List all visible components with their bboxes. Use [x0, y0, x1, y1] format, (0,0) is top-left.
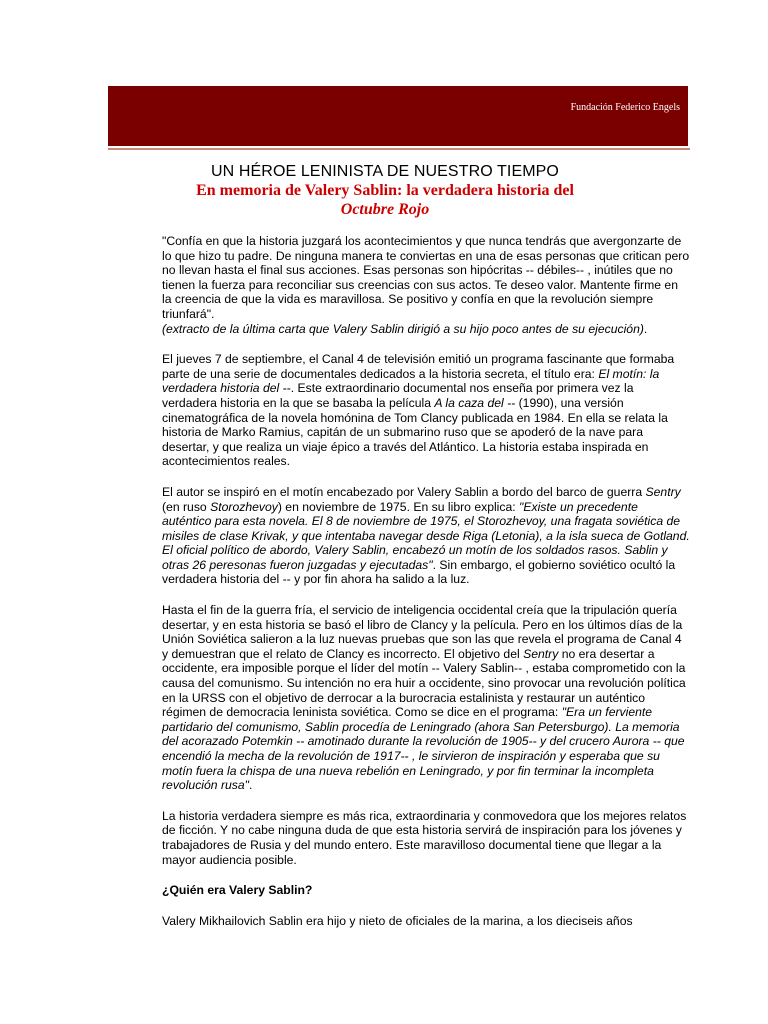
text-run: (en ruso: [162, 499, 211, 514]
text-run: (1990), una versión cinematográfica de la novela homónina de Tom Clancy publicada en 1984. En ella se relata la historia de Marko Ramius, capitán de un submarino ruso que se apoderó de la nave para desertar, y que realiza un viaje épico a través del Atlántico. La historia estaba inspirada en acontecimientos reales.: [162, 395, 668, 469]
italic-run: A la caza del --: [434, 395, 516, 410]
text-run: ) en noviembre de 1975. En su libro explica:: [277, 499, 520, 514]
quote-text: "Confía en que la historia juzgará los acontecimientos y que nunca tendrás que avergonzarte de lo que hizo tu padre. De ninguna manera te conviertas en una de esas personas que critican pero no llevan hasta el final sus acciones. Esas personas son hipócritas -- débiles-- , inútiles que no tienen la fuerza para reconciliar sus creencias con sus actos. Te deseo valor. Mantente firme en la creencia de que la vida es maravillosa. Se positivo y confía en que la revolución siempre triunfará".: [162, 234, 690, 321]
italic-run: Sentry: [523, 646, 559, 661]
italic-run: "Existe un precedente auténtico para esta novela. El 8 de noviembre de 1975, el Storozhevoy, una fragata soviética de misiles de clase Krivak, y que intentaba navegar desde Riga (Letonia), a la isla sueca de Gotland. El oficial político de abordo, Valery Sablin, encabezó un motín de los soldados rasos. Sablin y otras 26 peresonas fueron juzgadas y ejecutadas": [162, 499, 690, 572]
article-body: [162, 234, 690, 944]
text-run: . Sin embargo, el gobierno soviético ocultó la verdadera historia del -- y por fin ahora ha salido a la luz.: [162, 557, 676, 587]
text-run: El autor se inspiró en el motín encabezado por Valery Sablin a bordo del barco de guerra: [162, 484, 646, 499]
italic-run: "Era un ferviente partidario del comunismo, Sablin procedía de Leningrado (ahora San Petersburgo). La memoria del acorazado Potemkin -- amotinado durante la revolución de 1905-- y del crucero Aurora -- que encendió la mecha de la revolución de 1917-- , le sirvieron de inspiración y esperaba que su motín fuera la chispa de una nueva rebelión en Leningrado, y por fin terminar la incompleta revolución rusa": [162, 705, 685, 793]
paragraph-conclusion: La historia verdadera siempre es más rica, extraordinaria y conmovedora que los mejores relatos de ficción. Y no cabe ninguna duda de que esta historia servirá de inspiración para los jóvenes y trabajadores de Rusia y del mundo entero. Este maravilloso documental tiene que llegar a la mayor audiencia posible.: [162, 808, 687, 867]
text-run: .: [248, 778, 253, 793]
text-run: Hasta el fin de la guerra fría, el servicio de inteligencia occidental creía que la tripulación quería desertar, y en esta historia se basó el libro de Clancy y la película. Pero en los últimos días de la Unión Soviética salieron a la luz nuevas pruebas que son las que revela el programa de Canal 4 y demuestran que el relato de Clancy es incorrecto. El objetivo del: [162, 603, 683, 661]
paragraph-biography: Valery Mikhailovich Sablin era hijo y nieto de oficiales de la marina, a los dieciseis años: [162, 913, 633, 928]
paragraph-author: [162, 485, 690, 587]
paragraph-documentary: [162, 352, 690, 469]
italic-run: Sentry: [645, 484, 681, 499]
banner-divider: [108, 148, 690, 150]
subtitle-line: En memoria de Valery Sablin: la verdadera historia del: [196, 182, 574, 199]
quote-attribution: (extracto de la última carta que Valery Sablin dirigió a su hijo poco antes de su ejecución): [162, 321, 644, 336]
paragraph-cold-war: [162, 603, 690, 793]
opening-quote: [162, 234, 690, 336]
italic-run: El motín: la verdadera historia del --: [162, 366, 660, 396]
site-banner: [108, 86, 688, 146]
quote-attribution-end: .: [643, 321, 648, 336]
text-run: . Este extraordinario documental nos enseña por primera vez la verdadera historia en la que se basaba la película: [162, 381, 634, 410]
article-subtitle: [160, 181, 610, 219]
site-name[interactable]: Fundación Federico Engels: [570, 102, 680, 113]
italic-run: Storozhevoy: [210, 499, 278, 514]
subtitle-emphasis: Octubre Rojo: [340, 201, 430, 218]
text-run: El jueves 7 de septiembre, el Canal 4 de televisión emitió un programa fascinante que formaba parte de una serie de documentales dedicados a la historia secreta, el título era:: [162, 352, 675, 381]
article-title: UN HÉROE LENINISTA DE NUESTRO TIEMPO: [211, 163, 559, 180]
section-heading: ¿Quién era Valery Sablin?: [162, 883, 313, 898]
text-run: no era desertar a occidente, era imposible porque el líder del motín -- Valery Sablin-- , estaba comprometido con la causa del comunismo. Su intención no era huir a occidente, sino provocar una revolución política en la URSS con el objetivo de derrocar a la burocracia estalinista y restaurar un auténtico régimen de democracia leninista soviética. Como se dice en el programa:: [162, 646, 686, 720]
